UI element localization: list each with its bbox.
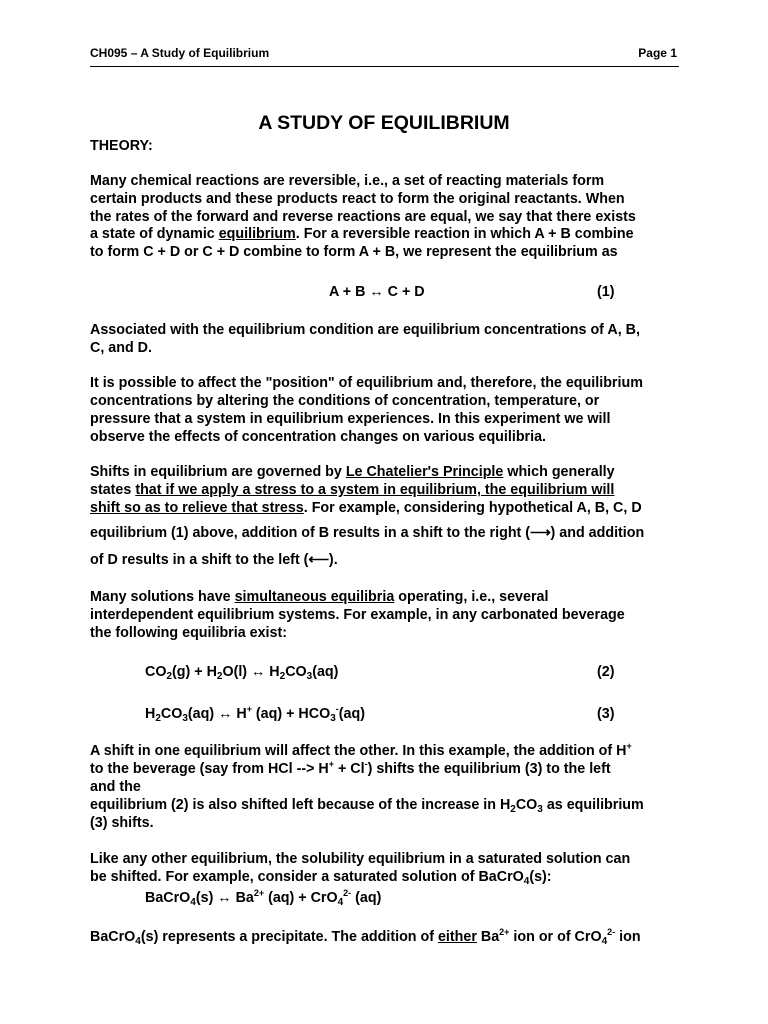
paragraph-line: It is possible to affect the "position" of equilibrium and, therefore, the equilibrium bbox=[90, 375, 643, 391]
paragraph-line: C, and D. bbox=[90, 340, 152, 356]
paragraph-line: observe the effects of concentration changes on various equilibria. bbox=[90, 429, 547, 445]
paragraph-line: states that if we apply a stress to a system in equilibrium, the equilibrium will bbox=[90, 482, 615, 498]
paragraph-line: to the beverage (say from HCl --> H+ + Cl-) shifts the equilibrium (3) to the left bbox=[90, 759, 611, 777]
paragraph-line: interdependent equilibrium systems. For example, in any carbonated beverage bbox=[90, 607, 625, 623]
page-number: Page 1 bbox=[638, 46, 677, 60]
paragraph-line: certain products and these products react to form the original reactants. When bbox=[90, 191, 625, 207]
running-header-course: CH095 – A Study of Equilibrium bbox=[90, 46, 270, 60]
paragraph-line: Shifts in equilibrium are governed by Le Chatelier's Principle which generally bbox=[90, 464, 615, 480]
paragraph-line: Many solutions have simultaneous equilibria operating, i.e., several bbox=[90, 589, 549, 605]
equation-1: A + B ↔ C + D bbox=[329, 284, 425, 300]
paragraph-line: the following equilibria exist: bbox=[90, 625, 287, 641]
paragraph-line: shift so as to relieve that stress. For example, considering hypothetical A, B, C, D bbox=[90, 500, 642, 516]
underlined-term: either bbox=[437, 929, 477, 945]
paragraph-line: Associated with the equilibrium condition are equilibrium concentrations of A, B, bbox=[90, 322, 640, 338]
theory-heading: THEORY: bbox=[90, 138, 153, 154]
paragraph-line: Like any other equilibrium, the solubility equilibrium in a saturated solution can bbox=[90, 851, 631, 867]
paragraph-line: A shift in one equilibrium will affect the other. In this example, the addition of H+ bbox=[90, 741, 632, 759]
equation-number: (1) bbox=[597, 284, 615, 300]
underlined-term: simultaneous equilibria bbox=[234, 589, 395, 605]
equation-2: $CO_2(g) + H_2O(l)$ ↔ $H_2CO_3(aq)$ bbox=[145, 664, 339, 682]
underlined-term: shift so as to relieve that stress bbox=[90, 500, 304, 516]
equation-number: (3) bbox=[597, 706, 615, 722]
underlined-term: that if we apply a stress to a system in equilibrium, the equilibrium will bbox=[135, 482, 615, 498]
paragraph-line: (3) shifts. bbox=[90, 815, 154, 831]
equation-3: $H_2CO_3(aq)$ ↔ H+ $(aq) + HCO_3^-(aq)$ bbox=[145, 704, 365, 724]
paragraph-line: concentrations by altering the conditions of concentration, temperature, or bbox=[90, 393, 600, 409]
paragraph-line: pressure that a system in equilibrium experiences. In this experiment we will bbox=[90, 411, 611, 427]
paragraph-line: be shifted. For example, consider a saturated solution of BaCrO$_4$(s): bbox=[90, 869, 552, 887]
paragraph-line: the rates of the forward and reverse reactions are equal, we say that there exists bbox=[90, 209, 636, 225]
header-rule bbox=[90, 66, 679, 67]
paragraph-line: and the bbox=[90, 779, 141, 795]
underlined-term: Le Chatelier's Principle bbox=[345, 464, 504, 480]
paragraph-line: BaCrO$_4$(s) represents a precipitate. The addition of either $Ba^{2+}$ ion or of CrO$_4^{2-}$ ion bbox=[90, 927, 641, 947]
paragraph-line: to form C + D or C + D combine to form A + B, we represent the equilibrium as bbox=[90, 244, 618, 260]
document-title: A STUDY OF EQUILIBRIUM bbox=[258, 112, 510, 134]
paragraph-line: a state of dynamic equilibrium. For a reversible reaction in which A + B combine bbox=[90, 226, 634, 242]
equation-number: (2) bbox=[597, 664, 615, 680]
paragraph-line: equilibrium (2) is also shifted left because of the increase in $H_2CO_3$ as equilibrium bbox=[90, 797, 644, 815]
underlined-term: equilibrium bbox=[218, 226, 296, 242]
paragraph-line: Many chemical reactions are reversible, i.e., a set of reacting materials form bbox=[90, 173, 605, 189]
paragraph-line: of D results in a shift to the left (⟵). bbox=[90, 552, 338, 568]
equation-4: BaCrO$_4$(s) ↔ $Ba^{2+}$ (aq) + CrO$_4^{2-}$ (aq) bbox=[145, 888, 382, 908]
paragraph-line: equilibrium (1) above, addition of B results in a shift to the right (⟶) and addition bbox=[90, 525, 645, 541]
